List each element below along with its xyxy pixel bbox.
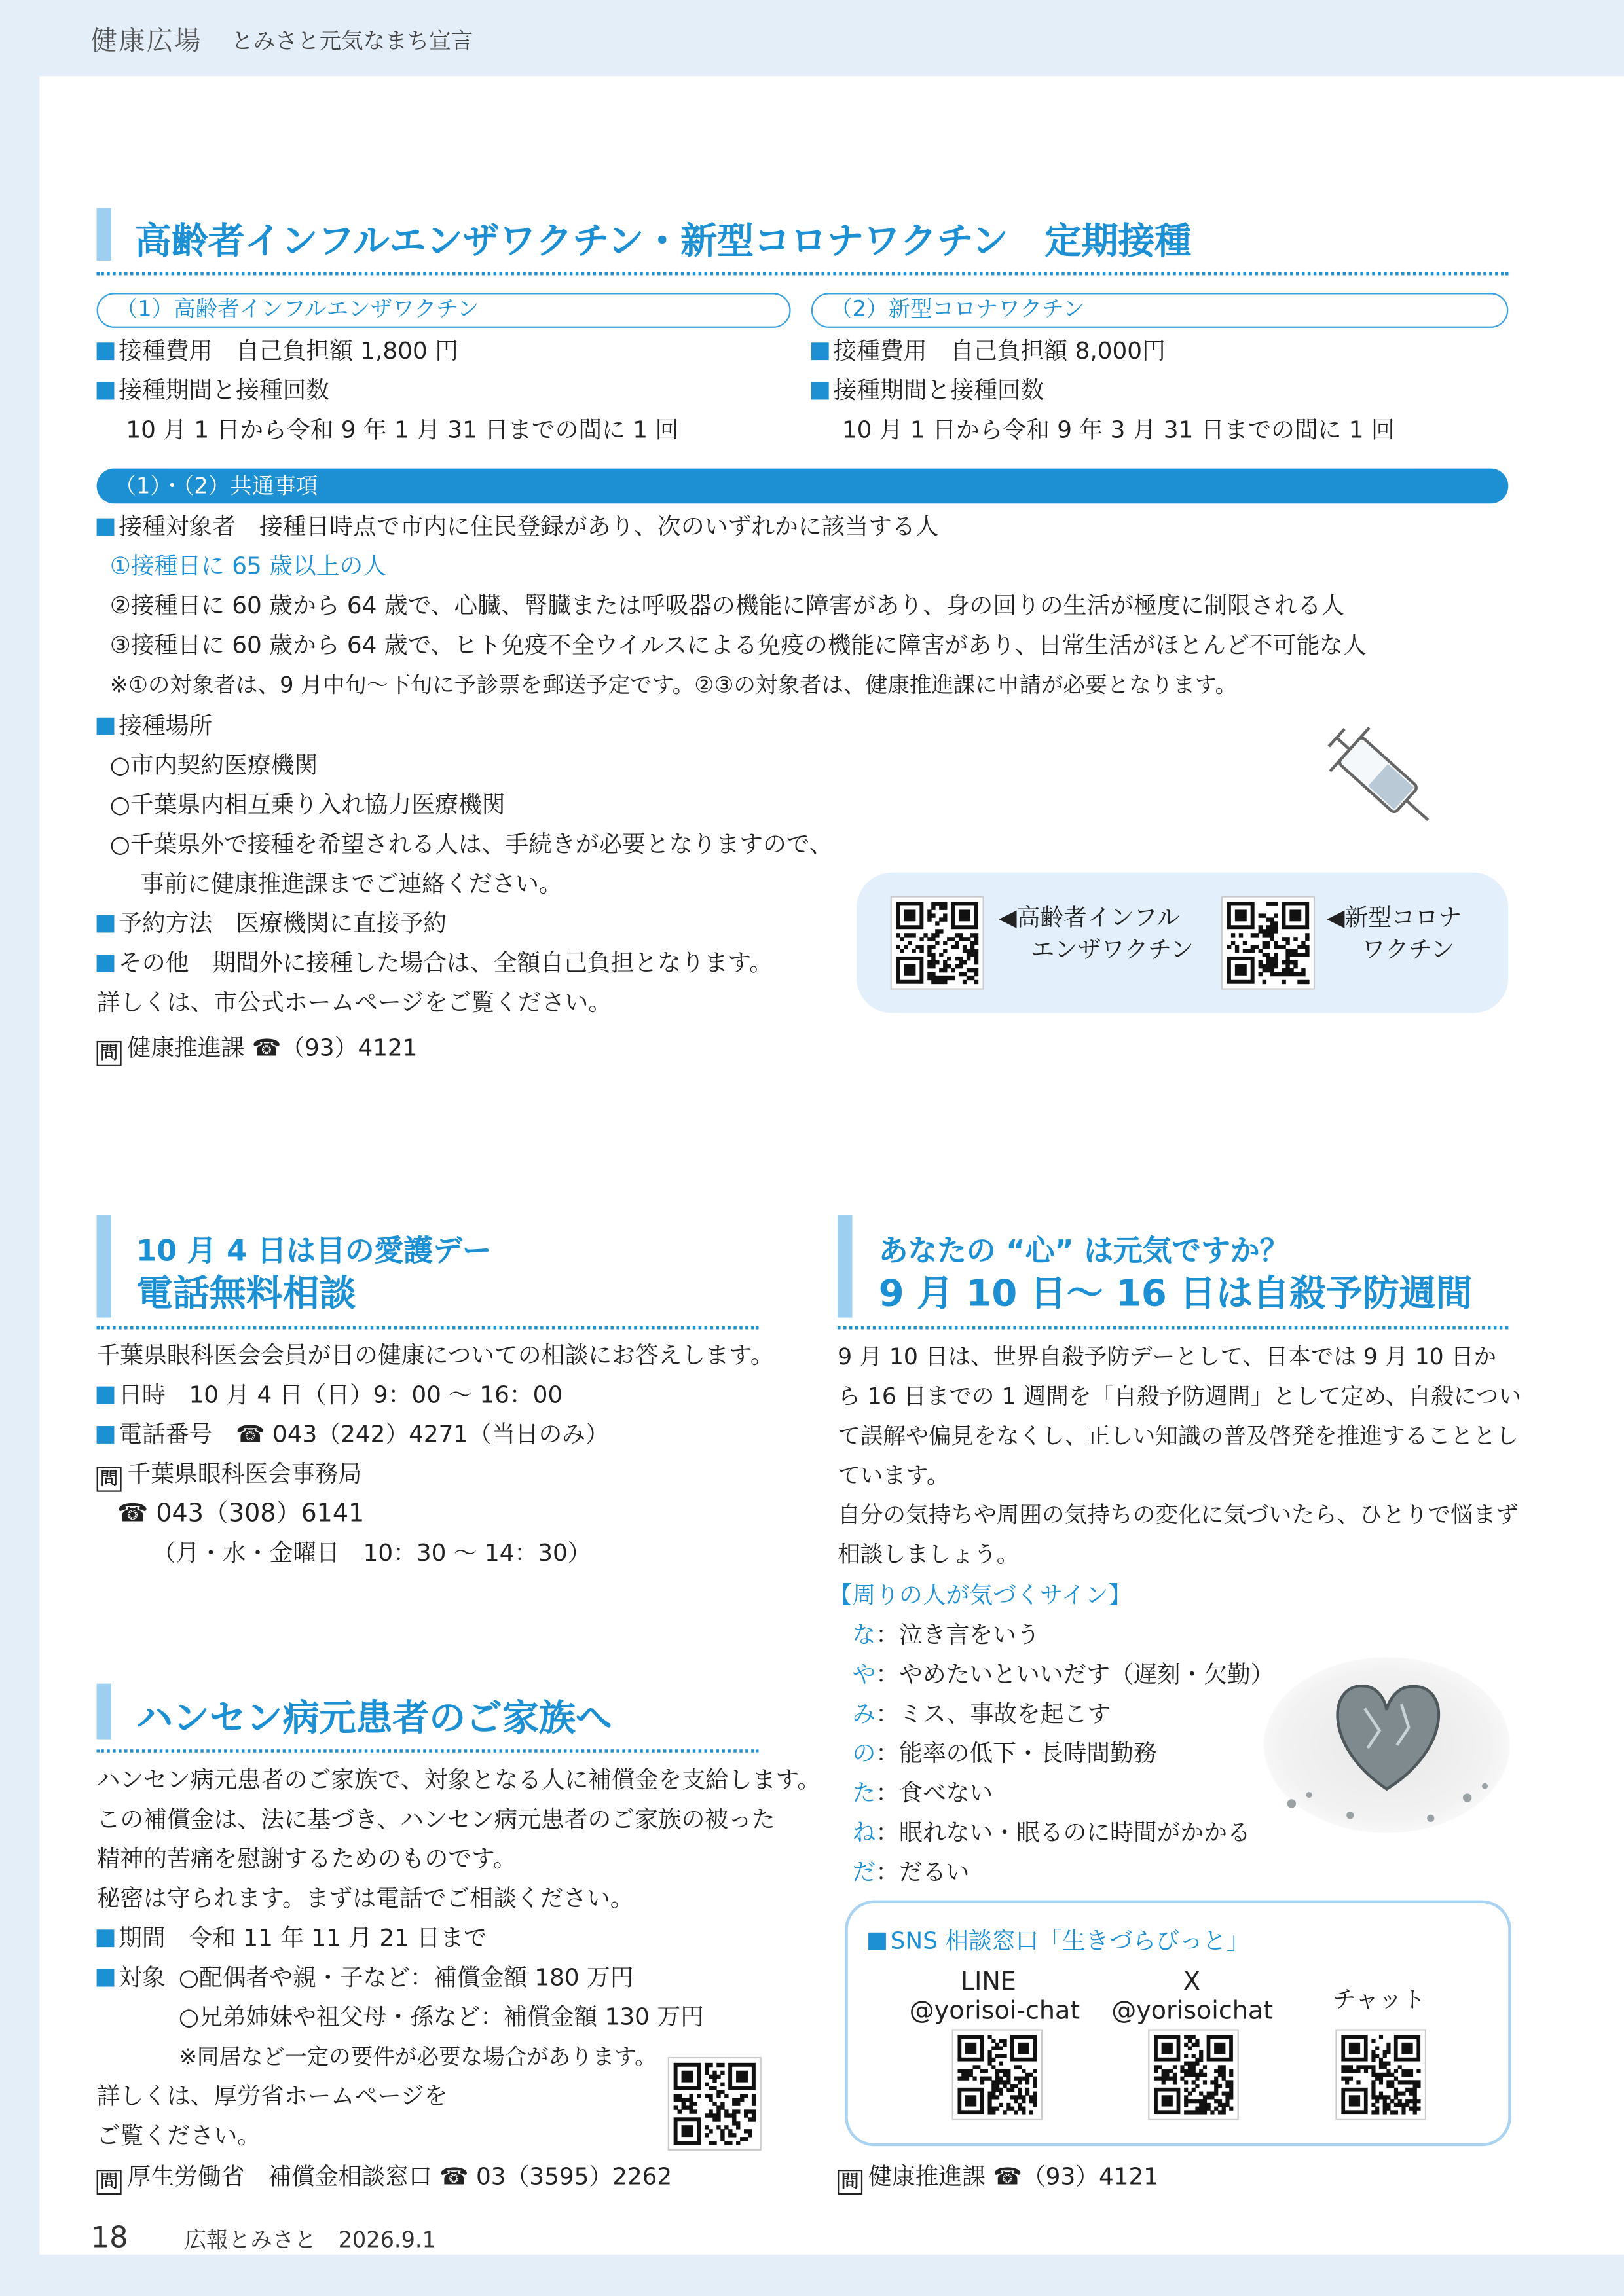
sns-line-id: @yorisoi-chat: [909, 1997, 1080, 2026]
bullet-square: [97, 1929, 115, 1947]
suicide-body-1: 9 月 10 日は、世界自殺予防デーとして、日本では 9 月 10 日か: [838, 1343, 1497, 1371]
bullet-square: [97, 519, 115, 536]
hansen-detail-2: ご覧ください。: [96, 2121, 261, 2149]
inquiry-icon: 問: [838, 2170, 862, 2195]
target-1-text: ①接種日に 65 歳以上の人: [109, 552, 387, 580]
inquiry-icon: 問: [97, 2170, 122, 2195]
covid-period: 10 月 1 日から令和 9 年 3 月 31 日までの間に 1 回: [841, 416, 1395, 444]
bullet-square: [97, 1426, 115, 1444]
bullet-square: [811, 382, 829, 400]
suicide-title: 9 月 10 日～ 16 日は自殺予防週間: [878, 1272, 1473, 1315]
common-pill: （1）・（2）共通事項: [97, 469, 1509, 504]
hansen-contact: 厚生労働省 補償金相談窓口 ☎ 03（3595）2262: [127, 2162, 673, 2191]
hansen-target-label: 対象: [119, 1963, 166, 1992]
title-accent-bar: [838, 1215, 852, 1318]
eye-office: 千葉県眼科医会事務局: [127, 1459, 362, 1487]
title-accent-bar: [97, 1684, 111, 1740]
qr-code-x[interactable]: [1148, 2029, 1239, 2120]
eye-date: 日時 10 月 4 日（日）9：00 ～ 16：00: [119, 1380, 563, 1409]
qr-flu-label-2: エンザワクチン: [1031, 935, 1194, 964]
sign-kana: み: [852, 1700, 876, 1728]
sign-kana: の: [852, 1739, 876, 1768]
inquiry-icon: 問: [97, 1041, 122, 1066]
covid-period-label: 接種期間と接種回数: [833, 376, 1044, 405]
title-accent-bar: [97, 1215, 111, 1318]
qr-code-chat[interactable]: [1335, 2029, 1426, 2120]
flu-cost: 接種費用 自己負担額 1,800 円: [119, 337, 458, 365]
bullet-square: [97, 1387, 115, 1404]
sns-chat-label: チャット: [1332, 1985, 1426, 2013]
header-section: 健康広場: [90, 26, 202, 58]
sign-text: ：食べない: [876, 1778, 993, 1807]
vaccine-contact: 健康推進課 ☎（93）4121: [127, 1033, 418, 1062]
target-2: ②接種日に 60 歳から 64 歳で、心臓、腎臓または呼吸器の機能に障害があり、身の回りの生活が極度に制限される人: [109, 591, 1345, 619]
dotted-divider: [838, 1326, 1508, 1329]
vaccine-detail: 詳しくは、市公式ホームページをご覧ください。: [96, 988, 612, 1016]
hansen-target-2: ○兄弟姉妹や祖父母・孫など：補償金額 130 万円: [178, 2003, 704, 2031]
sign-kana: だ: [852, 1857, 876, 1886]
sign-text: ：やめたいといいだす（遅刻・欠勤）: [876, 1660, 1274, 1688]
signs-label: 【周りの人が気づくサイン】: [828, 1581, 1132, 1609]
sns-title: SNS 相談窓口「生きづらびっと」: [890, 1926, 1250, 1955]
flu-period: 10 月 1 日から令和 9 年 1 月 31 日までの間に 1 回: [126, 416, 679, 444]
bullet-square: [97, 718, 115, 735]
hansen-line-3: 精神的苦痛を慰謝するためのものです。: [96, 1844, 517, 1873]
target-note: ※①の対象者は、9 月中旬～下旬に予診票を郵送予定です。②③の対象者は、健康推進課に申請が必要となります。: [109, 672, 1238, 699]
eye-title: 電話無料相談: [136, 1272, 356, 1315]
bullet-square: [97, 915, 115, 933]
other-line: その他 期間外に接種した場合は、全額自己負担となります。: [119, 949, 773, 977]
dotted-divider: [97, 1749, 759, 1752]
place-3b: 事前に健康推進課までご連絡ください。: [140, 869, 563, 898]
sns-line-label: LINE: [960, 1967, 1016, 1997]
syringe-icon: [1321, 714, 1444, 843]
suicide-subtitle: あなたの “心” は元気ですか？: [878, 1232, 1289, 1268]
dotted-divider: [97, 1326, 759, 1329]
page-number: 18: [90, 2219, 128, 2255]
flu-period-label: 接種期間と接種回数: [119, 376, 330, 405]
sign-kana: ね: [852, 1818, 876, 1846]
sign-text: ：だるい: [876, 1857, 970, 1886]
place-2: ○千葉県内相互乗り入れ協力医療機関: [109, 790, 506, 819]
qr-code-hansen[interactable]: [668, 2057, 762, 2151]
suicide-body-4: ています。: [838, 1462, 950, 1489]
bullet-square: [97, 342, 115, 360]
hansen-detail-1: 詳しくは、厚労省ホームページを: [96, 2081, 448, 2110]
bullet-square: [97, 1969, 115, 1987]
qr-code-flu[interactable]: [891, 896, 984, 990]
reserve-line: 予約方法 医療機関に直接予約: [119, 909, 447, 938]
hansen-target-note: ※同居など一定の要件が必要な場合があります。: [178, 2043, 657, 2070]
sign-text: ：泣き言をいう: [876, 1620, 1040, 1649]
hansen-line-2: この補償金は、法に基づき、ハンセン病元患者のご家族の被った: [96, 1805, 775, 1833]
sign-text: ：能率の低下・長時間勤務: [876, 1739, 1157, 1768]
hansen-line-4: 秘密は守られます。まずは電話でご相談ください。: [96, 1884, 634, 1912]
qr-code-line[interactable]: [952, 2029, 1043, 2120]
covid-cost: 接種費用 自己負担額 8,000円: [833, 337, 1166, 365]
hansen-target-1: ○配偶者や親・子など：補償金額 180 万円: [178, 1963, 634, 1992]
suicide-contact: 健康推進課 ☎（93）4121: [868, 2162, 1159, 2191]
target-3: ③接種日に 60 歳から 64 歳で、ヒト免疫不全ウイルスによる免疫の機能に障害があり、日常生活がほとんど不可能な人: [109, 630, 1367, 659]
sign-kana: た: [852, 1778, 876, 1807]
place-label: 接種場所: [119, 711, 213, 740]
hansen-line-1: ハンセン病元患者のご家族で、対象となる人に補償金を支給します。: [96, 1765, 821, 1794]
inquiry-icon: 問: [97, 1467, 122, 1492]
bullet-square: [97, 382, 115, 400]
suicide-body-3: て誤解や偏見をなくし、正しい知識の普及啓発を推進することとし: [838, 1423, 1519, 1449]
target-line: 接種対象者 接種日時点で市内に住民登録があり、次のいずれかに該当する人: [119, 512, 939, 541]
sign-kana: な: [852, 1620, 876, 1649]
qr-flu-label-1: ◀高齢者インフル: [999, 903, 1180, 932]
suicide-body-5: 自分の気持ちや周囲の気持ちの変化に気づいたら、ひとりで悩まず: [838, 1502, 1519, 1529]
bullet-square: [97, 955, 115, 972]
target-1: [110, 552, 386, 581]
flu-pill: （1）高齢者インフルエンザワクチン: [97, 293, 791, 328]
sign-text: ：眠れない・眠るのに時間がかかる: [876, 1818, 1251, 1846]
covid-pill: （2）新型コロナワクチン: [811, 293, 1508, 328]
bullet-square: [868, 1933, 886, 1950]
suicide-body-6: 相談しましょう。: [838, 1541, 1020, 1568]
vaccine-title: 高齢者インフルエンザワクチン・新型コロナワクチン 定期接種: [134, 219, 1192, 263]
place-3a: ○千葉県外で接種を希望される人は、手続きが必要となりますので、: [109, 829, 833, 858]
eye-subtitle: 10 月 4 日は目の愛護デー: [136, 1232, 492, 1268]
eye-office-hours: （月・水・金曜日 10：30 ～ 14：30）: [152, 1539, 591, 1567]
heart-illustration-icon: [1263, 1643, 1511, 1833]
title-accent-bar: [97, 208, 111, 261]
publication-date: 広報とみさと 2026.9.1: [184, 2227, 436, 2253]
dotted-divider: [97, 272, 1509, 275]
header-slogan: とみさと元気なまち宣言: [231, 27, 473, 54]
eye-phone: 電話番号 ☎ 043（242）4271（当日のみ）: [119, 1420, 609, 1448]
eye-office-tel: ☎ 043（308）6141: [117, 1499, 365, 1529]
hansen-title: ハンセン病元患者のご家族へ: [136, 1696, 612, 1740]
sign-kana: や: [852, 1660, 876, 1688]
sns-x-label: X: [1183, 1967, 1200, 1997]
qr-covid-label-2: ワクチン: [1361, 935, 1455, 964]
sign-text: ：ミス、事故を起こす: [876, 1700, 1111, 1728]
hansen-period: 期間 令和 11 年 11 月 21 日まで: [119, 1923, 487, 1952]
qr-covid-label-1: ◀新型コロナ: [1326, 903, 1462, 932]
suicide-body-2: ら 16 日までの 1 週間を「自殺予防週間」として定め、自殺につい: [838, 1383, 1522, 1410]
sns-x-id: @yorisoichat: [1111, 1997, 1274, 2026]
bullet-square: [811, 342, 829, 360]
eye-intro: 千葉県眼科医会会員が目の健康についての相談にお答えします。: [96, 1341, 774, 1369]
place-1: ○市内契約医療機関: [109, 751, 318, 779]
qr-code-covid[interactable]: [1221, 896, 1315, 990]
